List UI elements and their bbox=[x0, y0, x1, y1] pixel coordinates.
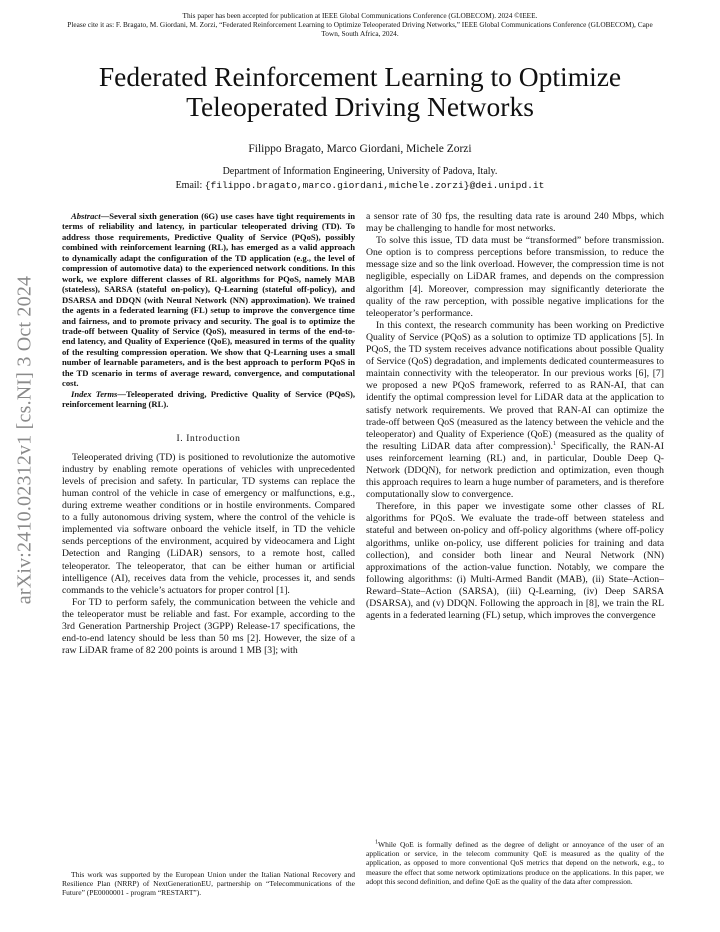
intro-paragraph-4-cont: Specifically, the RAN-AI uses reinforcement learning (RL) and, in particular, Double Deep Q-Network (DDQN), for network prediction and optimization, even though this approach requires to learn a huge number of parameters, and is therefore computationally slow to convergence. bbox=[366, 440, 665, 501]
footnote-1-text: While QoE is formally defined as the degree of delight or annoyance of the user of an application or service, in the telecom community QoE is measured as the quality of the application, as opposed to more conventional QoS metrics that depend on the network, e.g., to measure the effect that some network optimizations produce on the applications. In this paper, we adopt this second definition, and define QoE as the quality of the data after compression. bbox=[366, 840, 664, 886]
email-line bbox=[0, 179, 720, 193]
email-label: Email: bbox=[175, 179, 203, 191]
index-terms bbox=[62, 389, 355, 410]
arxiv-stamp-text: arXiv:2410.02312v1 [cs.NI] 3 Oct 2024 bbox=[13, 275, 36, 605]
intro-paragraph-2-continued: a sensor rate of 30 fps, the resulting data rate is around 240 Mbps, which may be challenging to handle for most networks. bbox=[366, 211, 664, 235]
abstract-label: Abstract bbox=[71, 211, 101, 221]
right-column bbox=[366, 211, 664, 622]
intro-paragraph-5: Therefore, in this paper we investigate some other classes of RL algorithms for PQoS. We evaluate the trade-off between stateless and stateful and between on-policy and off-policy algorithms (where off-policy algorithms, unlike on-policy, use different policies for training and data collection), and consider both linear and Neural Network (NN) approximations of the action-value function. Notably, we compare the following algorithms: (i) Multi-Armed Bandit (MAB), (ii) State–Action–Reward–State–Action (SARSA), (iii) Q-Learning, (iv) Deep SARSA (DSARSA), and (v) DDQN. Following the approach in [8], we train the RL agents in a federated learning (FL) setup, which improves the convergence bbox=[366, 501, 664, 622]
publication-notice bbox=[60, 11, 660, 39]
author-list: Filippo Bragato, Marco Giordani, Michele Zorzi bbox=[248, 143, 472, 155]
paper-title: Federated Reinforcement Learning to Optimize Teleoperated Driving Networks bbox=[98, 61, 622, 122]
index-terms-text: —Teleoperated driving, Predictive Quality of Service (PQoS), reinforcement learning (RL). bbox=[62, 388, 356, 410]
intro-paragraph-4-text: In this context, the research community has been working on Predictive Quality of Service (PQoS) as a solution to optimize TD applications [5]. In PQoS, the TD system receives advance notifications about possible Quality of Service (QoS) degradation, and implements dedicated countermeasures to maintain connectivity with the teleoperator. In our previous works [6], [7] we proposed a new PQoS framework, referred to as RAN-AI, that can identify the optimal compression level for LiDAR data at the application to satisfy network requirements. We proved that RAN-AI can optimize the trade-off between QoS (measured as the latency between the vehicle and the teleoperator) and Quality of Experience (QoE) (measured as the quality of the resulting LiDAR data after compression). bbox=[366, 319, 664, 452]
section-heading-introduction: I. Introduction bbox=[176, 433, 241, 444]
notice-line-1: This paper has been accepted for publication at IEEE Global Communications Conference (GLOBECOM). 2024 ©IEEE. bbox=[182, 11, 538, 20]
footnote-1 bbox=[366, 840, 664, 886]
intro-paragraph-1: Teleoperated driving (TD) is positioned to revolutionize the automotive industry by enabling remote operations of vehicles with unprecedented levels of precision and safety. In particular, TD systems can replace the human control of the vehicle in case of emergency or malfunctions, e.g., during extreme weather conditions or in hostile environments. Compared to a fully autonomous driving system, where the control of the vehicle is implemented via software onboard the vehicle itself, in TD the vehicle sends perceptions of the environment, acquired by videocamera and Light Detection and Ranging (LiDAR) sensors, to a remote host, called teleoperator. The teleoperator, that can be either human or artificial intelligence (AI), receives data from the vehicle, processes it, and sends commands to the vehicle’s actuators for proper control [1]. bbox=[62, 451, 355, 596]
email-address: {filippo.bragato,marco.giordani,michele.zorzi}@dei.unipd.it bbox=[204, 179, 545, 191]
affiliation: Department of Information Engineering, University of Padova, Italy. bbox=[222, 166, 498, 177]
intro-paragraph-4 bbox=[366, 320, 664, 501]
index-terms-label: Index Terms bbox=[71, 388, 118, 399]
footnote-ref-1: 1 bbox=[552, 440, 556, 447]
abstract-text: —Several sixth generation (6G) use cases have tight requirements in terms of reliability and latency, in particular teleoperated driving (TD). To address those requirements, Predictive Quality of Service (PQoS), possibly combined with reinforcement learning (RL), has emerged as a valid approach to dynamically adapt the configuration of the TD application (e.g., the level of compression of automotive data) to the experienced network conditions. In this work, we explore different classes of RL algorithms for PQoS, namely MAB (stateless), SARSA (stateful on-policy), Q-Learning (stateful off-policy), and DSARSA and DDQN (with Neural Network (NN) approximation). We trained the agents in a federated learning (FL) setup to improve the convergence time and fairness, and to promote privacy and security. The goal is to optimize the trade-off between Quality of Service (QoS), measured in terms of the end-to-end latency, and Quality of Experience (QoE), measured in terms of the quality of the resulting compression operation. We show that Q-Learning uses a small number of learnable parameters, and is the best approach to perform PQoS in the TD scenario in terms of average reward, convergence, and computational cost. bbox=[62, 211, 355, 389]
funding-footnote: This work was supported by the European Union under the Italian National Recovery and Resilience Plan (NRRP) of NextGenerationEU, partnership on “Telecommunications of the Future” (PE0000001 - program “RESTART”). bbox=[62, 870, 355, 898]
footnote-1-mark: 1 bbox=[375, 839, 378, 846]
left-column bbox=[62, 211, 355, 657]
intro-paragraph-3: To solve this issue, TD data must be “transformed” before transmission. One option is to compress perceptions before transmission, to reduce the message size and so the link overload. However, the compression time is not negligible, especially on LiDAR frames, and depends on the compression algorithm [4]. Moreover, compression may significantly deteriorate the quality of the raw perception, with possible negative implications for the teleoperator’s performance. bbox=[366, 235, 664, 319]
abstract bbox=[62, 211, 355, 389]
notice-line-2: Please cite it as: F. Bragato, M. Giordani, M. Zorzi, “Federated Reinforcement Learning to Optimize Teleoperated Driving Networks,” IEEE Global Communications Conference (GLOBECOM), Cape Town, South Africa, 2024. bbox=[67, 20, 653, 39]
intro-paragraph-2: For TD to perform safely, the communication between the vehicle and the teleoperator must be reliable and fast. For example, according to the 3rd Generation Partnership Project (3GPP) Release-17 specifications, the end-to-end latency should be less than 50 ms [2]. However, the size of a raw LiDAR frame of 82 200 points is around 1 MB [3]; with bbox=[62, 596, 355, 657]
affiliation-block bbox=[0, 165, 720, 192]
arxiv-stamp bbox=[14, 250, 36, 630]
